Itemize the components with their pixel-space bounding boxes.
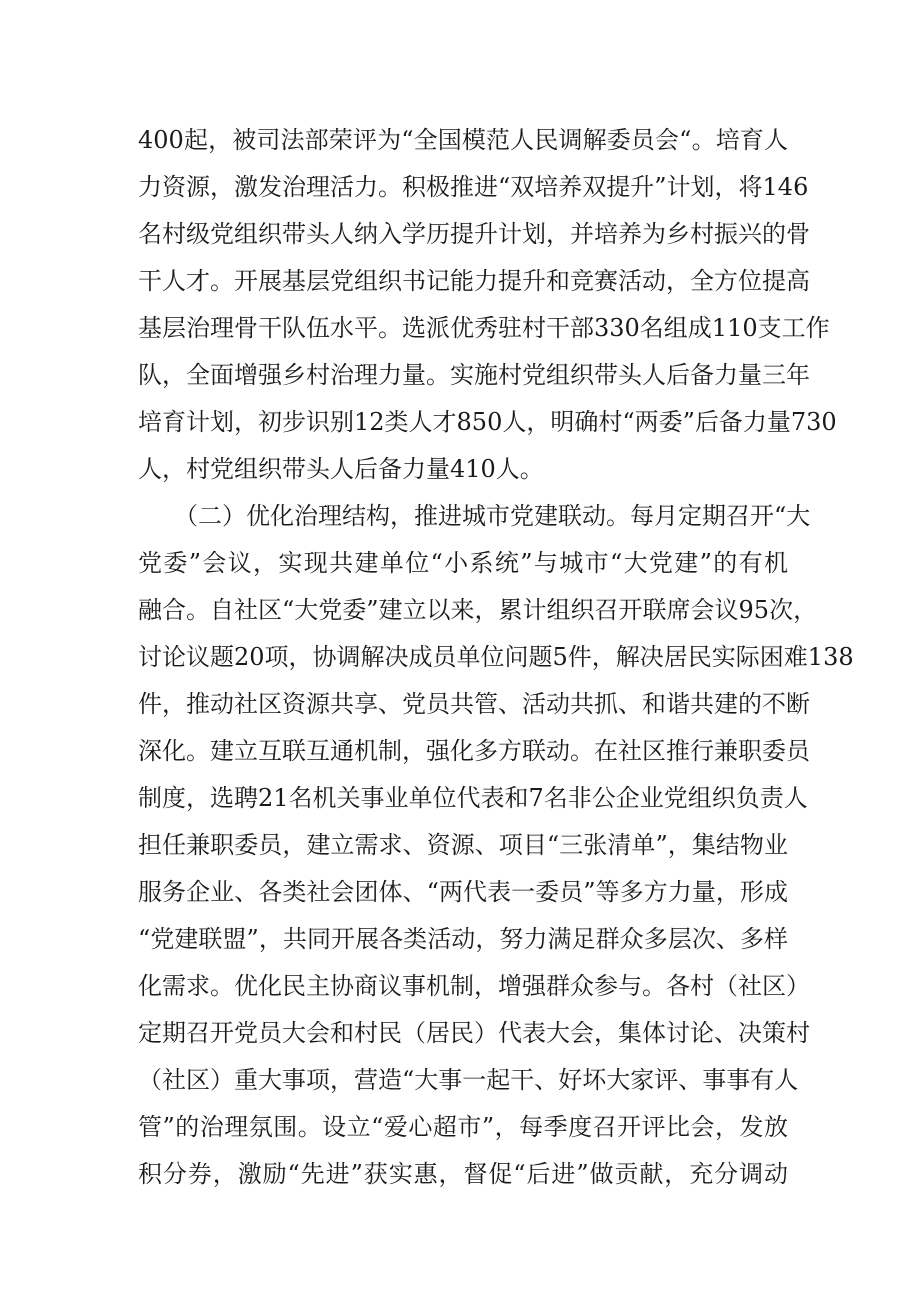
text-line: 融合。自社区“大党委”建立以来，累计组织召开联席会议95次， — [138, 596, 818, 624]
text-line: 定期召开党员大会和村民（居民）代表大会，集体讨论、决策村 — [138, 1019, 810, 1047]
text-line: 化需求。优化民主协商议事机制，增强群众参与。各村（社区） — [138, 972, 810, 1000]
text-line: 党委”会议，实现共建单位“小系统”与城市“大党建”的有机 — [138, 549, 788, 577]
text-line: 力资源，激发治理活力。积极推进“双培养双提升”计划，将146 — [138, 173, 809, 201]
text-line: 名村级党组织带头人纳入学历提升计划，并培养为乡村振兴的骨 — [138, 220, 810, 248]
text-line: 400起，被司法部荣评为“全国模范人民调解委员会“。培育人 — [138, 126, 788, 154]
text-line: 深化。建立互联互通机制，强化多方联动。在社区推行兼职委员 — [138, 737, 810, 765]
text-line: 培育计划，初步识别12类人才850人，明确村“两委”后备力量730 — [138, 408, 837, 436]
text-line: 积分券，激励“先进”获实惠，督促“后进”做贡献，充分调动 — [138, 1160, 788, 1188]
body-text — [138, 117, 854, 1198]
paragraph-end-line: 人，村党组织带头人后备力量410人。 — [138, 455, 544, 483]
text-line: 服务企业、各类社会团体、“两代表一委员”等多方力量，形成 — [138, 878, 788, 906]
text-line: 基层治理骨干队伍水平。选派优秀驻村干部330名组成110支工作 — [138, 314, 830, 342]
text-line: “党建联盟”，共同开展各类活动，努力满足群众多层次、多样 — [138, 925, 788, 953]
text-line: 队，全面增强乡村治理力量。实施村党组织带头人后备力量三年 — [138, 361, 810, 389]
text-line: 管”的治理氛围。设立“爱心超市”，每季度召开评比会，发放 — [138, 1113, 788, 1141]
text-line: 担任兼职委员，建立需求、资源、项目“三张清单”，集结物业 — [138, 831, 788, 859]
text-line: 讨论议题20项，协调解决成员单位问题5件，解决居民实际困难138 — [138, 643, 854, 671]
text-line: 件，推动社区资源共享、党员共管、活动共抓、和谐共建的不断 — [138, 690, 810, 718]
text-line: 制度，选聘21名机关事业单位代表和7名非公企业党组织负责人 — [138, 784, 808, 812]
text-line: （社区）重大事项，营造“大事一起干、好坏大家评、事事有人 — [138, 1066, 799, 1094]
text-line: 干人才。开展基层党组织书记能力提升和竞赛活动，全方位提高 — [138, 267, 810, 295]
section-heading-line: （二）优化治理结构，推进城市党建联动。每月定期召开“大 — [138, 502, 811, 530]
